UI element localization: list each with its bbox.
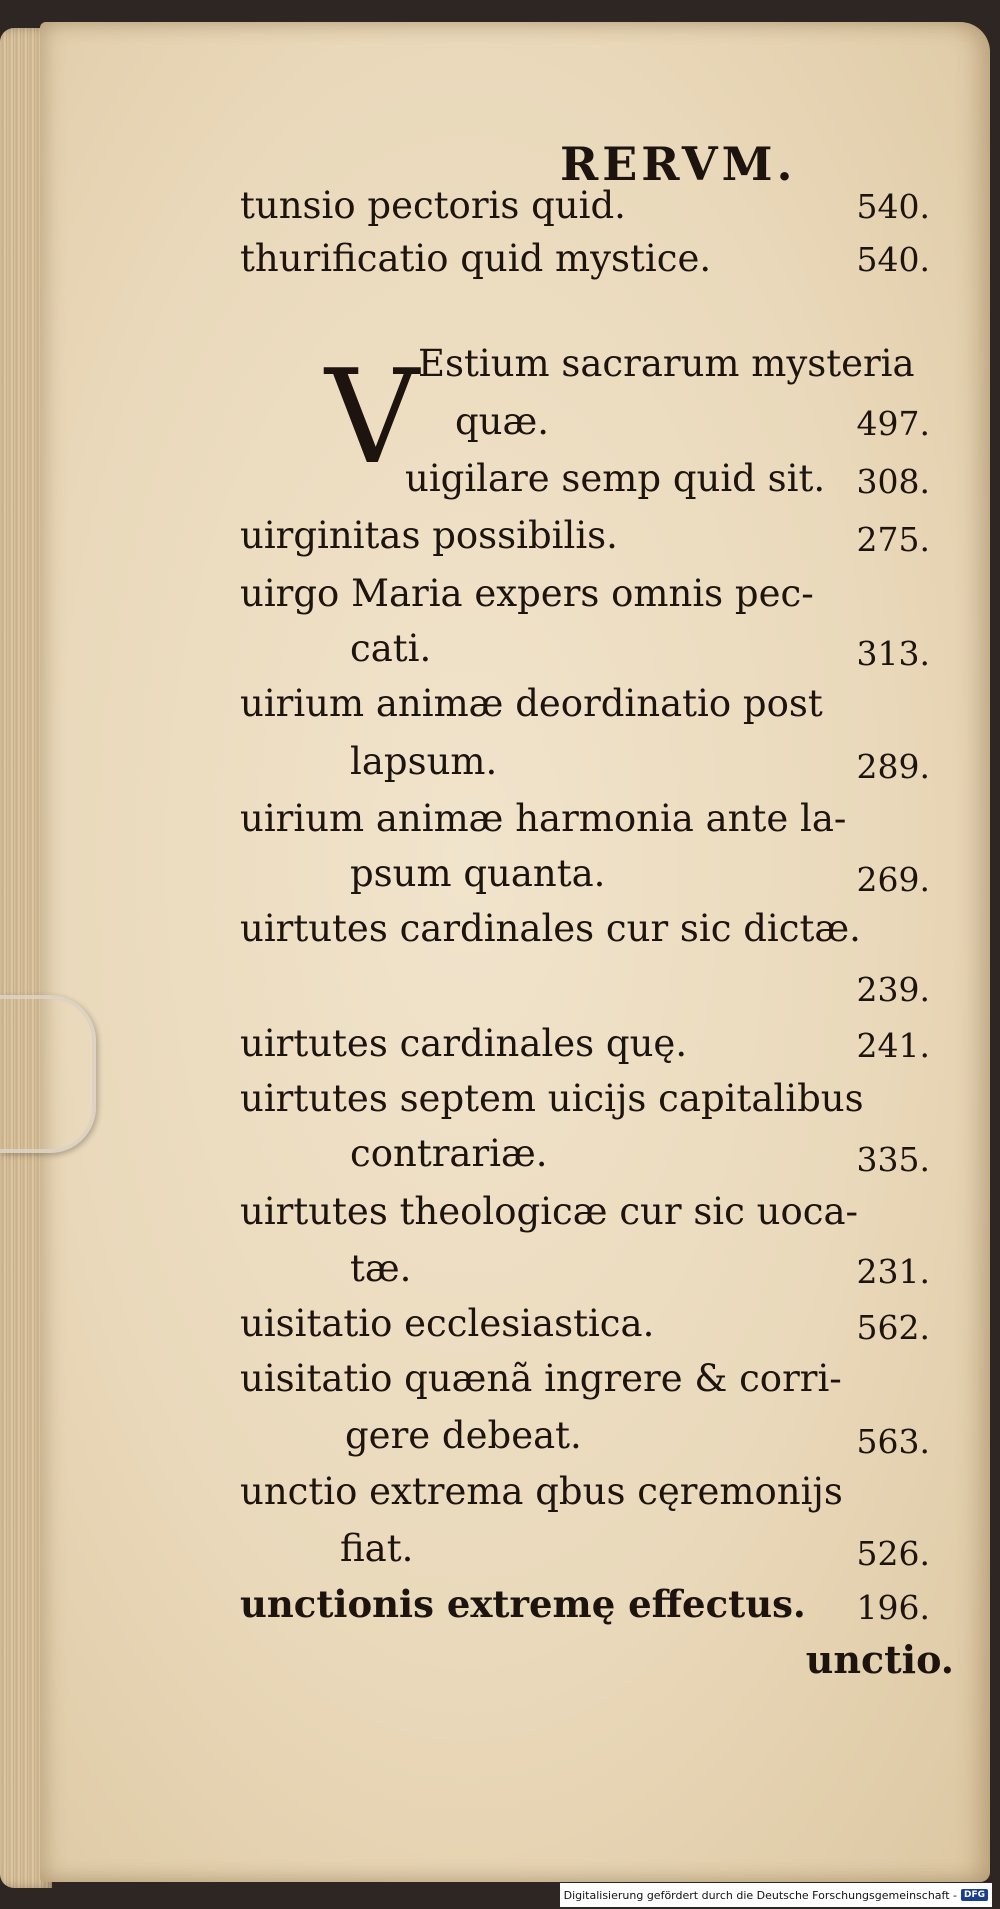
index-entry: uisitatio quænã ingrere & corri-: [240, 1357, 842, 1400]
catchword: unctio.: [805, 1637, 954, 1682]
initial-letter: V: [325, 341, 419, 493]
page-clip: [0, 995, 96, 1153]
page-ref: 562.: [856, 1308, 930, 1347]
index-entry: lapsum.: [350, 740, 498, 783]
page-ref: 231.: [856, 1252, 930, 1291]
index-entry: fiat.: [340, 1527, 414, 1570]
index-entry: quæ.: [455, 400, 550, 443]
index-entry: tæ.: [350, 1247, 412, 1290]
footer-text: Digitalisierung gefördert durch die Deutsche Forschungsgemeinschaft -: [563, 1888, 957, 1902]
index-entry: psum quanta.: [350, 852, 606, 895]
index-entry: uirginitas possibilis.: [240, 514, 618, 557]
index-entry: uirtutes septem uicijs capitalibus: [240, 1077, 864, 1120]
page-ref: 313.: [856, 634, 930, 673]
index-entry: unctio extrema qbus cęremonijs: [240, 1470, 843, 1513]
index-entry: uirtutes cardinales quę.: [240, 1022, 688, 1065]
page-ref: 289.: [856, 747, 930, 786]
page-ref: 497.: [856, 404, 930, 443]
page-ref: 239.: [856, 970, 930, 1009]
index-entry: cati.: [350, 627, 432, 670]
index-entry: uigilare semp quid sit.: [405, 457, 826, 500]
page-ref: 540.: [856, 240, 930, 279]
index-entry: uirium animæ deordinatio post: [240, 682, 823, 725]
index-entry: uirgo Maria expers omnis pec-: [240, 572, 814, 615]
index-entry: gere debeat.: [345, 1414, 582, 1457]
page-ref: 241.: [856, 1026, 930, 1065]
index-entry: uirtutes theologicæ cur sic uoca-: [240, 1190, 859, 1233]
book-page: [40, 22, 990, 1882]
running-header: RERVM.: [560, 137, 797, 191]
index-entry: tunsio pectoris quid.: [240, 184, 626, 227]
page-ref: 308.: [856, 462, 930, 501]
page-ref: 540.: [856, 187, 930, 226]
page-ref: 196.: [856, 1588, 930, 1627]
footer-credit: [560, 1883, 992, 1907]
index-entry: uisitatio ecclesiastica.: [240, 1302, 655, 1345]
index-entry: uirium animæ harmonia ante la-: [240, 797, 847, 840]
index-entry: thurificatio quid mystice.: [240, 237, 712, 280]
page-ref: 526.: [856, 1534, 930, 1573]
page-ref: 335.: [856, 1140, 930, 1179]
index-entry: Estium sacrarum mysteria: [418, 342, 915, 385]
index-entry: contrariæ.: [350, 1132, 548, 1175]
page-ref: 269.: [856, 860, 930, 899]
index-entry: uirtutes cardinales cur sic dictæ.: [240, 907, 861, 950]
page-ref: 563.: [856, 1422, 930, 1461]
dfg-logo: DFG: [961, 1889, 988, 1901]
page-ref: 275.: [856, 520, 930, 559]
index-entry: unctionis extremę effectus.: [240, 1582, 806, 1626]
